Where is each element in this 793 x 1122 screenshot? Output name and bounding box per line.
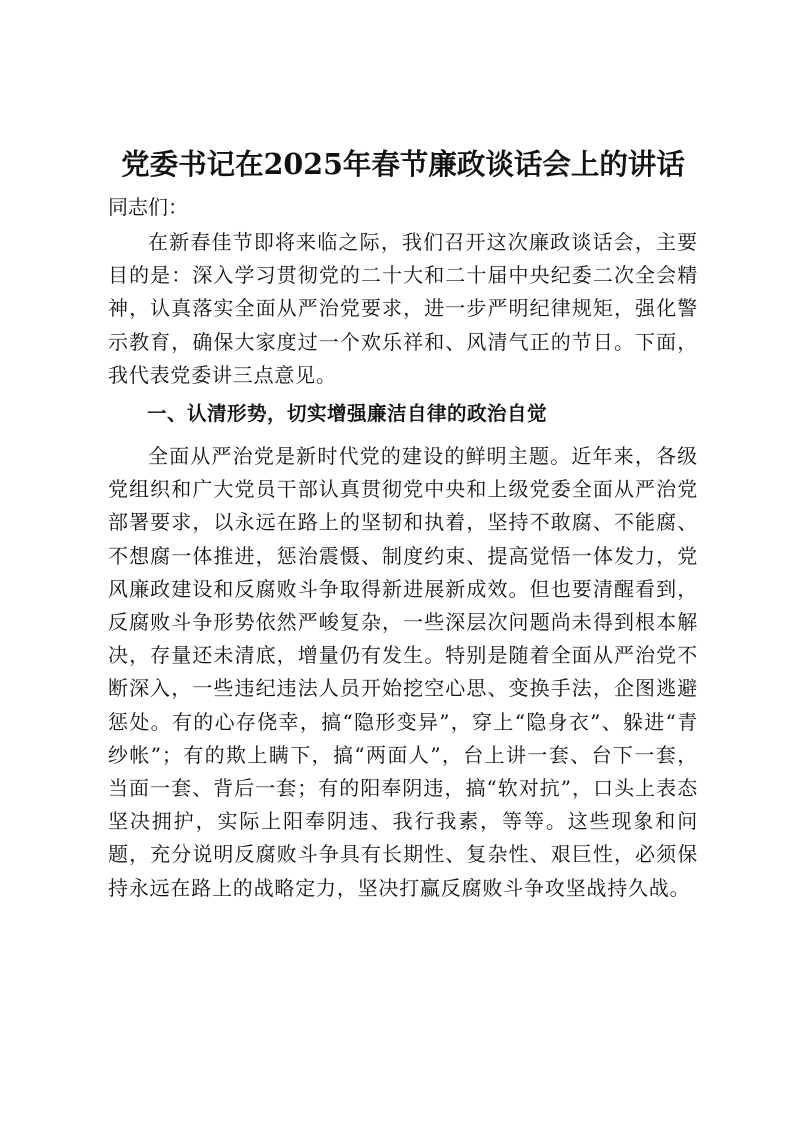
section-heading: 一、认清形势，切实增强廉洁自律的政治自觉 <box>147 402 548 426</box>
salutation: 同志们： <box>108 195 188 219</box>
document-page <box>108 140 698 905</box>
document-title: 党委书记在2025年春节廉政谈话会上的讲话 <box>121 147 685 181</box>
body-paragraph: 全面从严治党是新时代党的建设的鲜明主题。近年来，各级党组织和广大党员干部认真贯彻党中央和上级党委全面从严治党部署要求，以永远在路上的坚韧和执着，坚持不敢腐、不能腐、不想腐一体推进，惩治震慑、制度约束、提高觉悟一体发力，党风廉政建设和反腐败斗争取得新进展新成效。但也要清醒看到，反腐败斗争形势依然严峻复杂，一些深层次问题尚未得到根本解决，存量还未清底，增量仍有发生。特别是随着全面从严治党不断深入，一些违纪违法人员开始挖空心思、变换手法，企图逃避惩处。有的心存侥幸，搞“隐形变异”，穿上“隐身衣”、躲进“青纱帐”；有的欺上瞒下，搞“两面人”，台上讲一套、台下一套，当面一套、背后一套；有的阳奉阴违，搞“软对抗”，口头上表态坚决拥护，实际上阳奉阴违、我行我素，等等。这些现象和问题，充分说明反腐败斗争具有长期性、复杂性、艰巨性，必须保持永远在路上的战略定力，坚决打赢反腐败斗争攻坚战持久战。 <box>108 444 698 900</box>
intro-paragraph: 在新春佳节即将来临之际，我们召开这次廉政谈话会，主要目的是：深入学习贯彻党的二十大和二十届中央纪委二次全会精神，认真落实全面从严治党要求，进一步严明纪律规矩，强化警示教育，确保大家度过一个欢乐祥和、风清气正的节日。下面，我代表党委讲三点意见。 <box>108 230 698 387</box>
